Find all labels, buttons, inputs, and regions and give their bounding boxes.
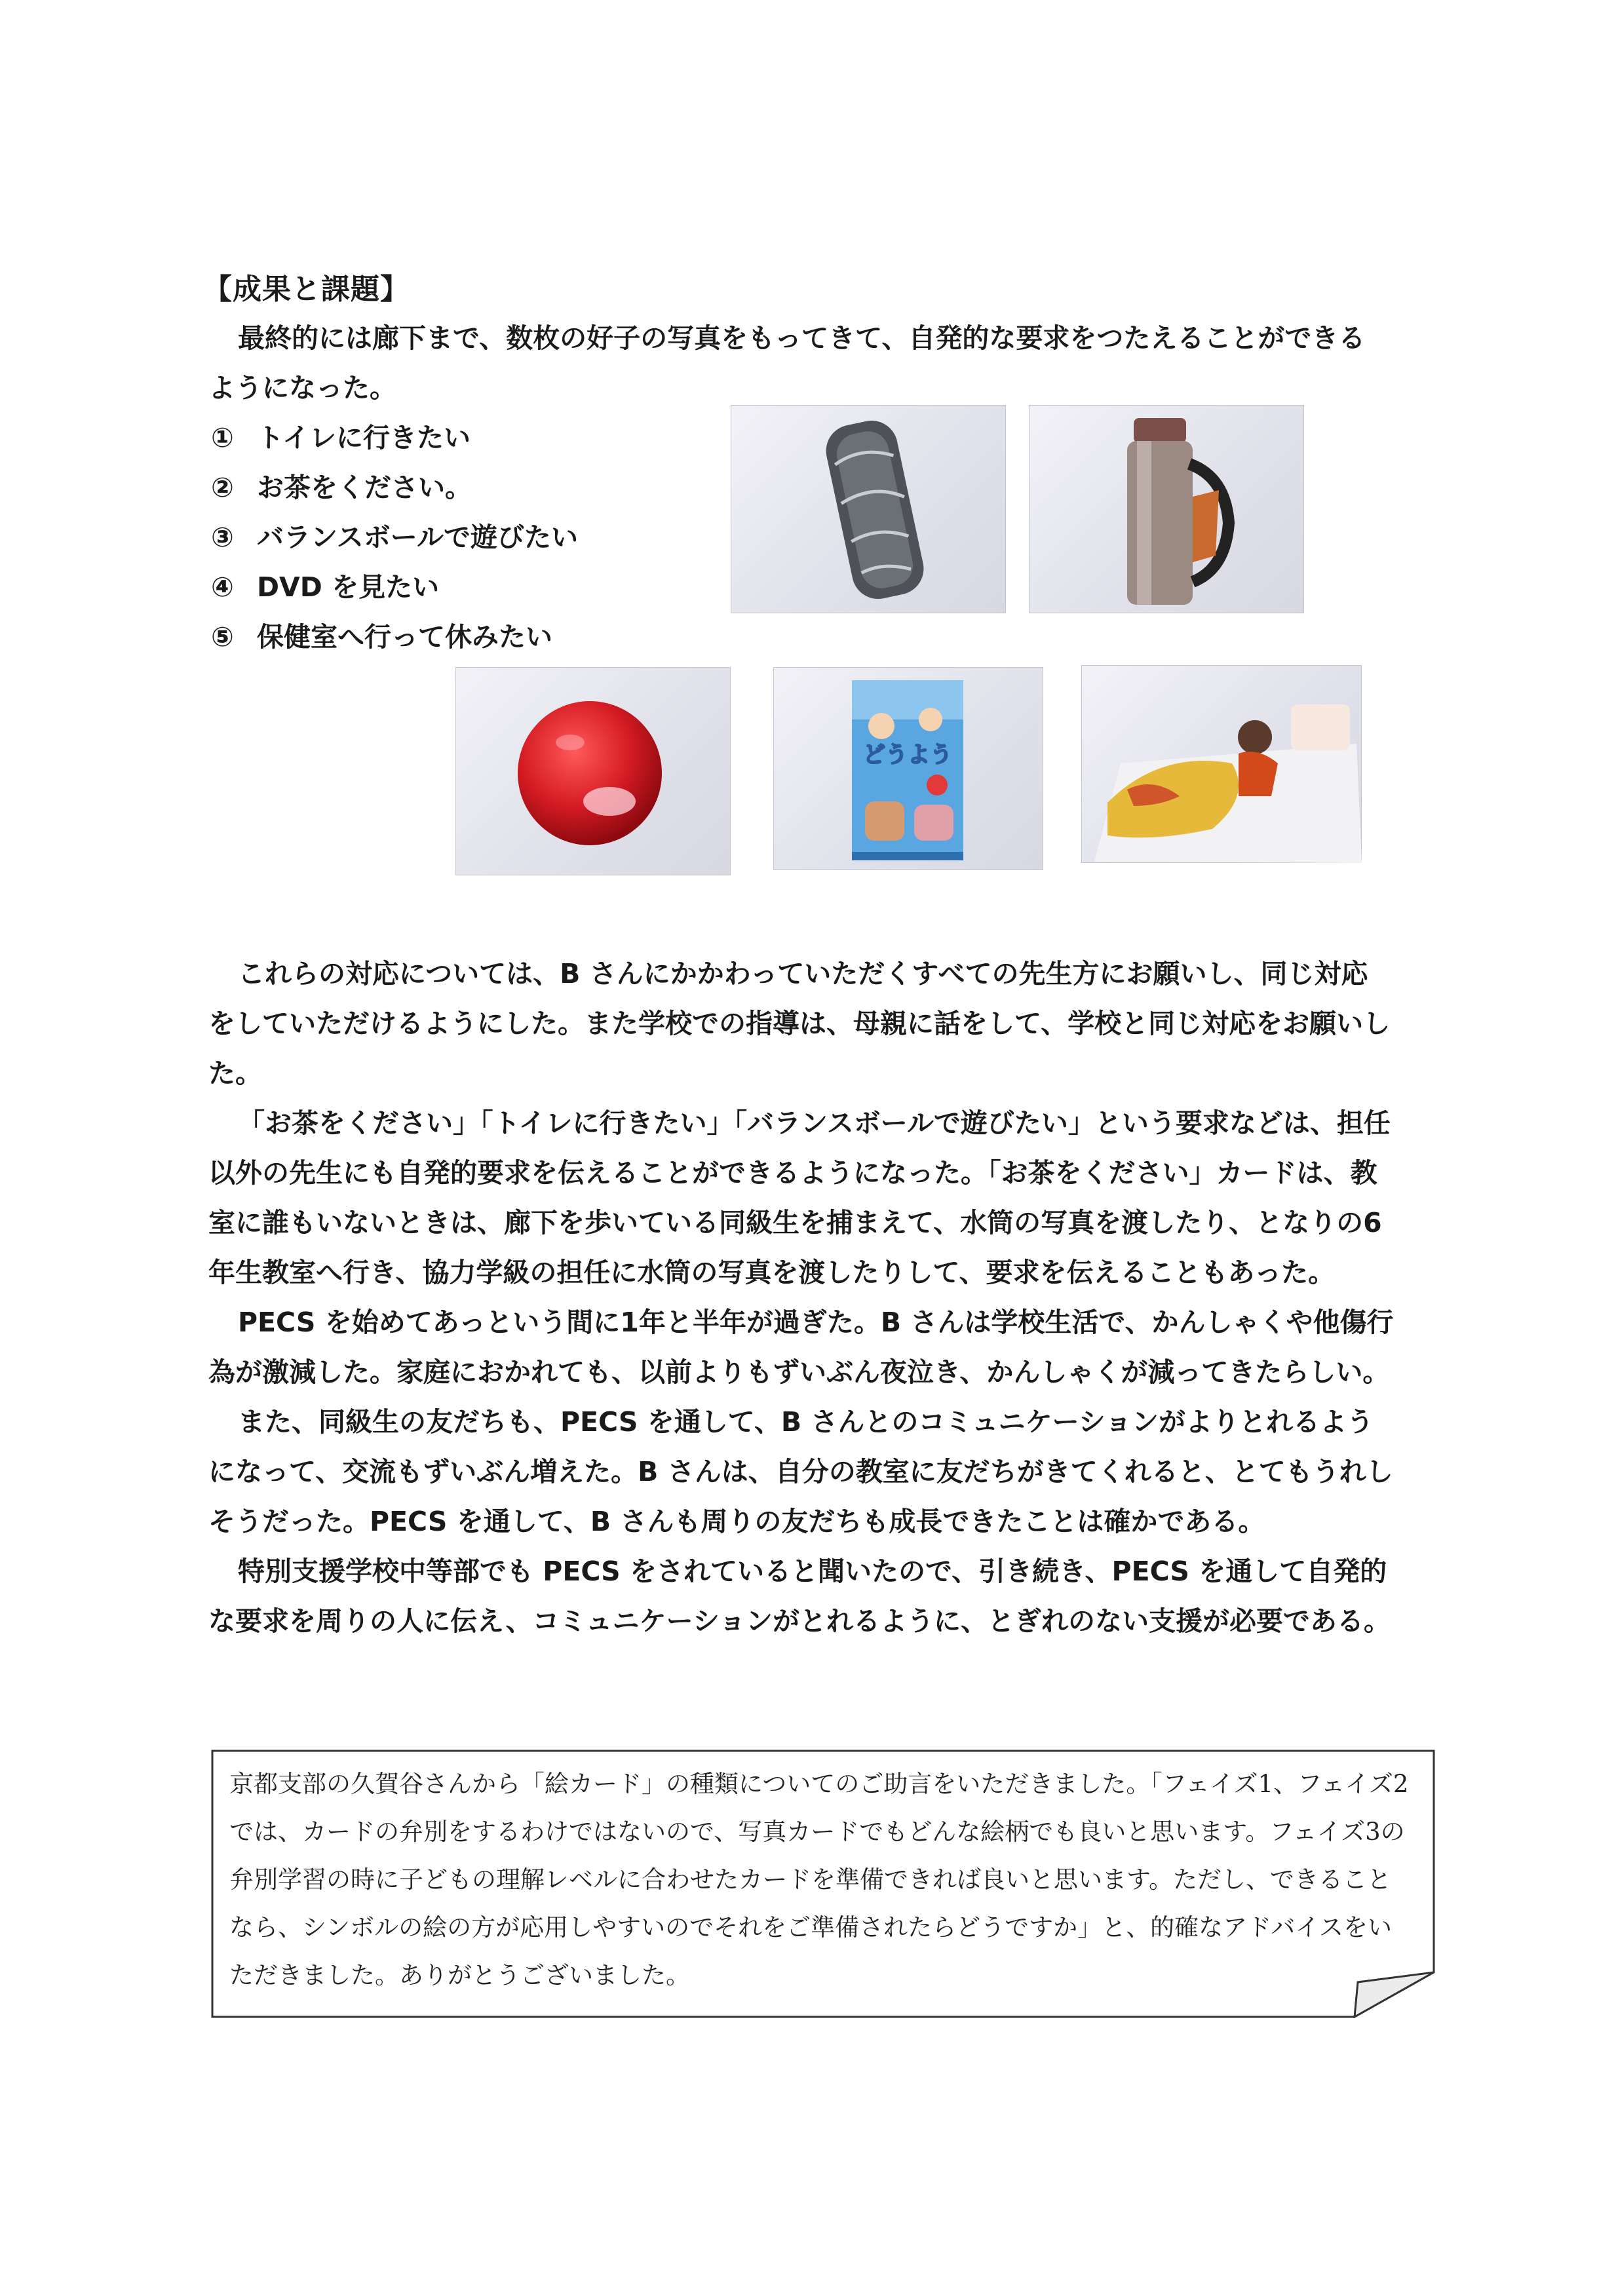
body-text: [208, 949, 1395, 1646]
request-number: ②: [211, 472, 234, 503]
request-item: [211, 512, 578, 562]
request-number: ⑤: [211, 621, 234, 653]
paragraph: これらの対応については、B さんにかかわっていただくすべての先生方にお願いし、同じ対応をしていただけるようにした。また学校での指導は、母親に話をして、学校と同じ対応をお願いした。: [208, 958, 1391, 1089]
paragraph: 「お茶をください」「トイレに行きたい」「バランスボールで遊びたい」という要求などは、担任以外の先生にも自発的要求を伝えることができるようになった。「お茶をください」カードは、教室に誰もいないときは、廊下を歩いている同級生を捕まえて、水筒の写真を渡したり、となりの6年生教室へ行き、協力学級の担任に水筒の写真を渡したりして、要求を伝えることもあった。: [208, 1107, 1391, 1288]
request-item: [211, 463, 578, 512]
request-text: 保健室へ行って休みたい: [257, 621, 552, 653]
section-heading: 【成果と課題】: [203, 273, 410, 306]
nurse-room-photo: [1081, 665, 1362, 863]
request-number: ③: [211, 522, 234, 553]
request-text: トイレに行きたい: [257, 422, 471, 453]
dvd-title: どうよう: [863, 742, 952, 768]
intro-paragraph: 最終的には廊下まで、数枚の好子の写真をもってきて、自発的な要求をつたえることができるようになった。: [208, 322, 1366, 404]
request-text: DVD を見たい: [257, 571, 440, 603]
toilet-photo: [731, 405, 1006, 613]
paragraph: また、同級生の友だちも、PECS を通して、B さんとのコミュニケーションがよりとれるようになって、交流もずいぶん増えた。B さんは、自分の教室に友だちがきてくれると、とてもうれしそうだった。PECS を通して、B さんも周りの友だちも成長できたことは確かである。: [208, 1406, 1393, 1537]
request-item: [211, 612, 578, 662]
balance-ball-photo: [455, 667, 731, 875]
request-list: [211, 413, 578, 662]
water-bottle-photo: [1029, 405, 1304, 613]
note-text: 京都支部の久賀谷さんから「絵カード」の種類についてのご助言をいただきました。「フェイズ1、フェイズ2では、カードの弁別をするわけではないので、写真カードでもどんな絵柄でも良いと思います。フェイズ3の弁別学習の時に子どもの理解レベルに合わせたカードを準備できれば良いと思います。ただし、できることなら、シンボルの絵の方が応用しやすいのでそれをご準備されたらどうですか」と、的確なアドバイスをいただきました。ありがとうございました。: [229, 1770, 1409, 1989]
paragraph: 特別支援学校中等部でも PECS をされていると聞いたので、引き続き、PECS を通して自発的な要求を周りの人に伝え、コミュニケーションがとれるように、とぎれのない支援が必要である。: [208, 1556, 1391, 1637]
request-text: バランスボールで遊びたい: [257, 522, 578, 553]
dvd-photo: [773, 667, 1043, 870]
request-item: [211, 413, 578, 463]
request-number: ①: [211, 422, 234, 453]
paragraph: PECS を始めてあっという間に1年と半年が過ぎた。B さんは学校生活で、かんしゃくや他傷行為が激減した。家庭におかれても、以前よりもずいぶん夜泣き、かんしゃくが減ってきたらしい。: [208, 1307, 1394, 1388]
advice-note: [211, 1750, 1436, 2018]
request-item: [211, 562, 578, 612]
request-text: お茶をください。: [257, 472, 472, 503]
request-number: ④: [211, 571, 234, 603]
